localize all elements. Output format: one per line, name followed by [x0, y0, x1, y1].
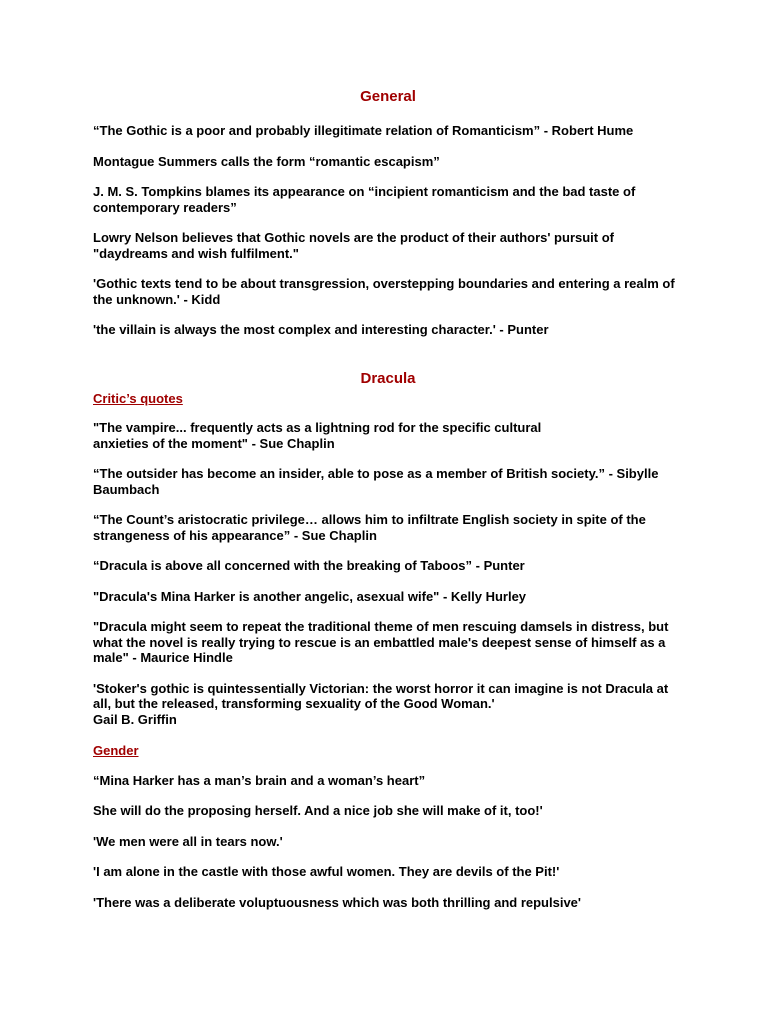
quote-critic-7-text: 'Stoker's gothic is quintessentially Victorian: the worst horror it can imagine is not Dracula at all, but the released, transforming sexuality of the Good Woman.'	[93, 680, 669, 711]
critics-quotes-link[interactable]: Critic’s quotes	[93, 390, 183, 406]
quote-general-1: “The Gothic is a poor and probably illegitimate relation of Romanticism” - Robert Hume	[93, 123, 634, 138]
section-general	[93, 88, 683, 338]
quote-critic-3: “The Count’s aristocratic privilege… allows him to infiltrate English society in spite of the strangeness of his appearance” - Sue Chaplin	[93, 512, 646, 543]
quote-general-6: 'the villain is always the most complex and interesting character.' - Punter	[93, 322, 549, 337]
quote-gender-1: “Mina Harker has a man’s brain and a woman’s heart”	[93, 772, 426, 788]
quote-gender-5: 'There was a deliberate voluptuousness which was both thrilling and repulsive'	[93, 894, 582, 910]
quote-critic-5: "Dracula's Mina Harker is another angelic, asexual wife" - Kelly Hurley	[93, 588, 527, 604]
quote-gender-4: 'I am alone in the castle with those awful women. They are devils of the Pit!'	[93, 864, 560, 879]
quote-critic-7	[93, 681, 683, 728]
quote-critic-7-author: Gail B. Griffin	[93, 711, 177, 727]
quote-critic-4: “Dracula is above all concerned with the breaking of Taboos” - Punter	[93, 558, 525, 573]
quote-critic-2: “The outsider has become an insider, able to pose as a member of British society.” - Sibylle Baumbach	[93, 466, 659, 497]
quote-gender-2: She will do the proposing herself. And a nice job she will make of it, too!'	[93, 803, 543, 818]
quote-critic-6: "Dracula might seem to repeat the traditional theme of men rescuing damsels in distress, but what the novel is really trying to rescue is an embattled male's deepest sense of himself as a male" - Maurice Hindle	[93, 619, 669, 665]
quote-general-3: J. M. S. Tompkins blames its appearance on “incipient romanticism and the bad taste of contemporary readers”	[93, 184, 636, 215]
quote-gender-3: 'We men were all in tears now.'	[93, 833, 283, 849]
quote-general-5: 'Gothic texts tend to be about transgression, overstepping boundaries and entering a realm of the unknown.' - Kidd	[93, 276, 675, 307]
heading-dracula: Dracula	[360, 369, 416, 387]
section-dracula	[93, 370, 683, 911]
heading-general: General	[360, 88, 416, 105]
document-content	[93, 88, 683, 925]
gender-link[interactable]: Gender	[93, 743, 139, 758]
quote-critic-1: "The vampire... frequently acts as a lightning rod for the specific cultural anxieties of the moment" - Sue Chaplin	[93, 420, 542, 451]
quote-general-4: Lowry Nelson believes that Gothic novels are the product of their authors' pursuit of "daydreams and wish fulfilment."	[93, 230, 614, 261]
quote-general-2: Montague Summers calls the form “romantic escapism”	[93, 153, 440, 169]
